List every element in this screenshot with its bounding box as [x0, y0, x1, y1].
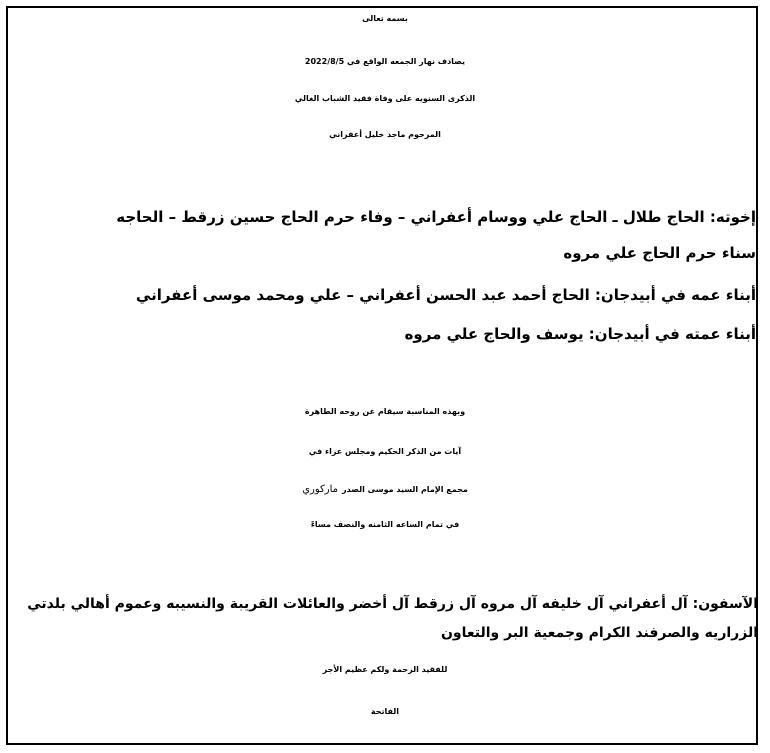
- mourners-line-1: الآسفون: آل أعفراني آل خليفه آل مروه آل زرقط آل أخضر والعائلات القريبة والنسيبه وعموم أهالي بلدتي: [27, 596, 758, 612]
- uncle-children-line: أبناء عمه في أبيدجان: الحاج أحمد عبد الحسن أعفراني – علي ومحمد موسى أعفراني: [135, 286, 756, 304]
- siblings-line-1: إخوته: الحاج طلال ـ الحاج علي ووسام أعفراني – وفاء حرم الحاج حسين زرقط – الحاجه: [116, 208, 756, 226]
- announcement-line-2: آيات من الذكر الحكيم ومجلس عزاء في: [308, 447, 462, 456]
- fatiha-line: الفاتحة: [370, 707, 400, 716]
- announcement-line-3: [0, 484, 770, 496]
- venue-location-note: ماركوري: [302, 484, 339, 495]
- basmala: بسمه تعالى: [362, 14, 408, 23]
- aunt-children-line: أبناء عمته في أبيدجان: يوسف والحاج علي مروه: [404, 325, 756, 343]
- condolence-line: للفقيد الرحمة ولكم عظيم الأجر: [322, 665, 448, 674]
- siblings-line-2: سناء حرم الحاج علي مروه: [563, 244, 756, 262]
- deceased-name: المرحوم ماجد خليل أعفراني: [329, 130, 441, 139]
- venue-name: مجمع الإمام السيد موسى الصدر: [342, 485, 468, 494]
- occasion-line: الذكرى السنويه على وفاة فقيد الشباب الغالي: [294, 94, 476, 103]
- date-line: يصادف نهار الجمعه الواقع في 2022/8/5: [304, 57, 466, 66]
- announcement-line-4: في تمام الساعه الثامنه والنصف مساءً: [310, 520, 460, 529]
- mourners-line-2: الزراريه والصرفند الكرام وجمعية البر والتعاون: [440, 625, 758, 641]
- announcement-line-1: وبهذه المناسبة سيقام عن روحه الطاهرة: [304, 407, 466, 416]
